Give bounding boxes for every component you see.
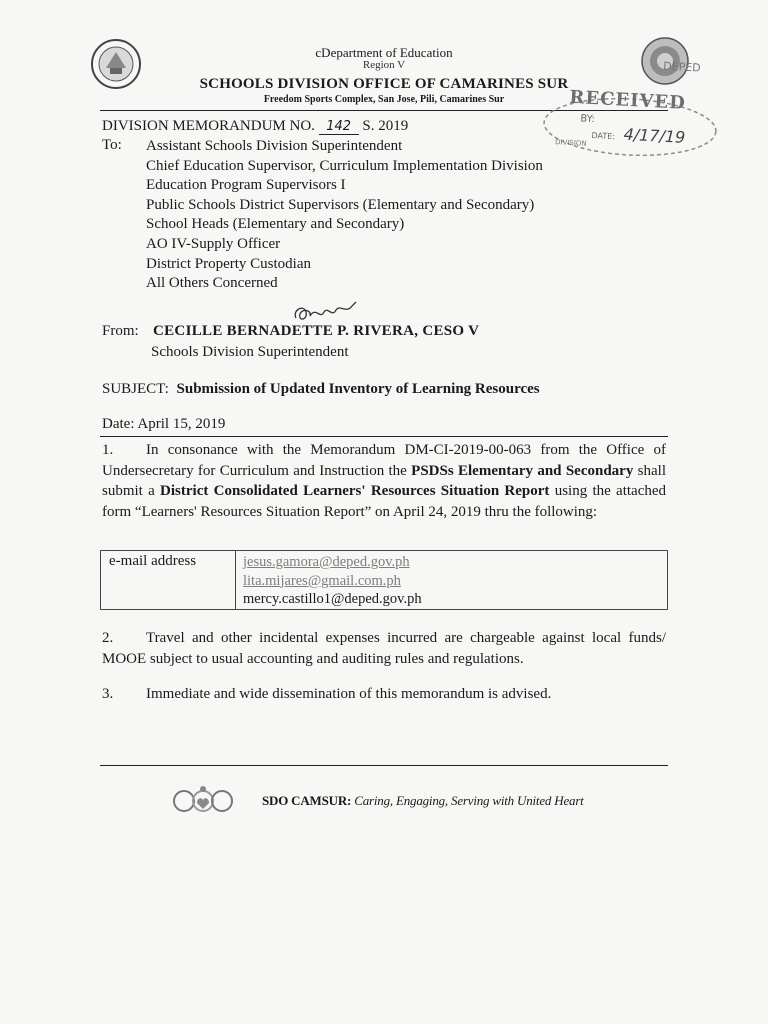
footer-motto (262, 793, 584, 809)
stamp-by: BY: (580, 113, 596, 126)
email-list (243, 553, 422, 609)
sender-name: CECILLE BERNADETTE P. RIVERA, CESO V (153, 323, 480, 339)
office-name: SCHOOLS DIVISION OFFICE OF CAMARINES SUR (199, 76, 569, 92)
date-line (102, 416, 225, 433)
paragraph-bold: PSDSs Elementary and Secondary (411, 462, 634, 479)
region-name: Region V (362, 59, 406, 71)
subject-line (102, 381, 540, 398)
email-label: e-mail address (109, 553, 197, 569)
date-divider (100, 436, 668, 437)
memo-series: S. 2019 (362, 118, 409, 134)
paragraph-text: In consonance with the Memorandum DM-CI-2019-00-063 from the Office of Undersecretary for Curriculum and Instruction the (102, 442, 666, 479)
recipient-item: District Property Custodian (146, 255, 311, 272)
paragraph-3 (102, 686, 551, 703)
department-name: cDepartment of Education (315, 45, 453, 60)
recipient-item: All Others Concerned (146, 275, 278, 292)
email-link[interactable]: jesus.gamora@deped.gov.ph (243, 554, 410, 570)
recipient-item: School Heads (Elementary and Secondary) (146, 216, 405, 233)
received-stamp (540, 59, 720, 163)
paragraph-2 (102, 628, 666, 669)
paragraph-number: 1. (102, 442, 114, 458)
recipient-item: Chief Education Supervisor, Curriculum Implementation Division (146, 157, 543, 174)
date-value: April 15, 2019 (137, 416, 226, 432)
memo-label: DIVISION MEMORANDUM NO. (102, 118, 315, 134)
paragraph-number: 3. (102, 686, 114, 702)
memo-number-line (102, 118, 408, 135)
to-label: To: (102, 137, 122, 153)
footer-motto-text: Caring, Engaging, Serving with United Heart (354, 793, 584, 808)
office-address: Freedom Sports Complex, San Jose, Pili, Camarines Sur (263, 94, 505, 105)
recipient-item: AO IV-Supply Officer (146, 235, 281, 252)
stamp-received: RECEIVED (568, 86, 687, 114)
recipient-item: Public Schools District Supervisors (Elementary and Secondary) (146, 196, 535, 213)
table-divider (235, 551, 236, 609)
paragraph-text: using the attached form “Learners' Resources Situation Report” on April 24, 2019 thru the following: (102, 483, 667, 520)
recipient-item: Assistant Schools Division Superintendent (146, 138, 403, 154)
email-link[interactable]: lita.mijares@gmail.com.ph (243, 572, 401, 589)
email-text: mercy.castillo1@deped.gov.ph (243, 591, 422, 607)
stamp-date-value: 4/17/19 (623, 124, 686, 147)
recipient-item: Education Program Supervisors I (146, 177, 346, 194)
from-label: From: (102, 323, 139, 339)
united-heart-logo-icon (170, 783, 236, 822)
sender-title: Schools Division Superintendent (151, 344, 349, 360)
paragraph-bold: District Consolidated Learners' Resources Situation Report (160, 483, 550, 499)
paragraph-text: shall submit a (102, 462, 666, 499)
email-table (100, 550, 668, 610)
footer-org: SDO CAMSUR: (262, 793, 352, 808)
paragraph-1 (102, 440, 666, 522)
subject-label: SUBJECT: (102, 381, 169, 397)
stamp-agency: DEPED (662, 59, 702, 75)
paragraph-text: Immediate and wide dissemination of this memorandum is advised. (146, 686, 552, 702)
paragraph-number: 2. (102, 630, 114, 646)
footer-divider (100, 765, 668, 766)
date-label: Date: (102, 416, 135, 432)
subject-text: Submission of Updated Inventory of Learning Resources (176, 381, 540, 397)
paragraph-text: Travel and other incidental expenses incurred are chargeable against local funds/ MOOE subject to usual accounting and auditing rules and regulations. (102, 630, 666, 667)
stamp-date-label: DATE: (591, 131, 616, 142)
memo-number: 142 (319, 119, 359, 135)
recipient-list (146, 137, 543, 294)
stamp-division: DIVISION (554, 138, 587, 148)
